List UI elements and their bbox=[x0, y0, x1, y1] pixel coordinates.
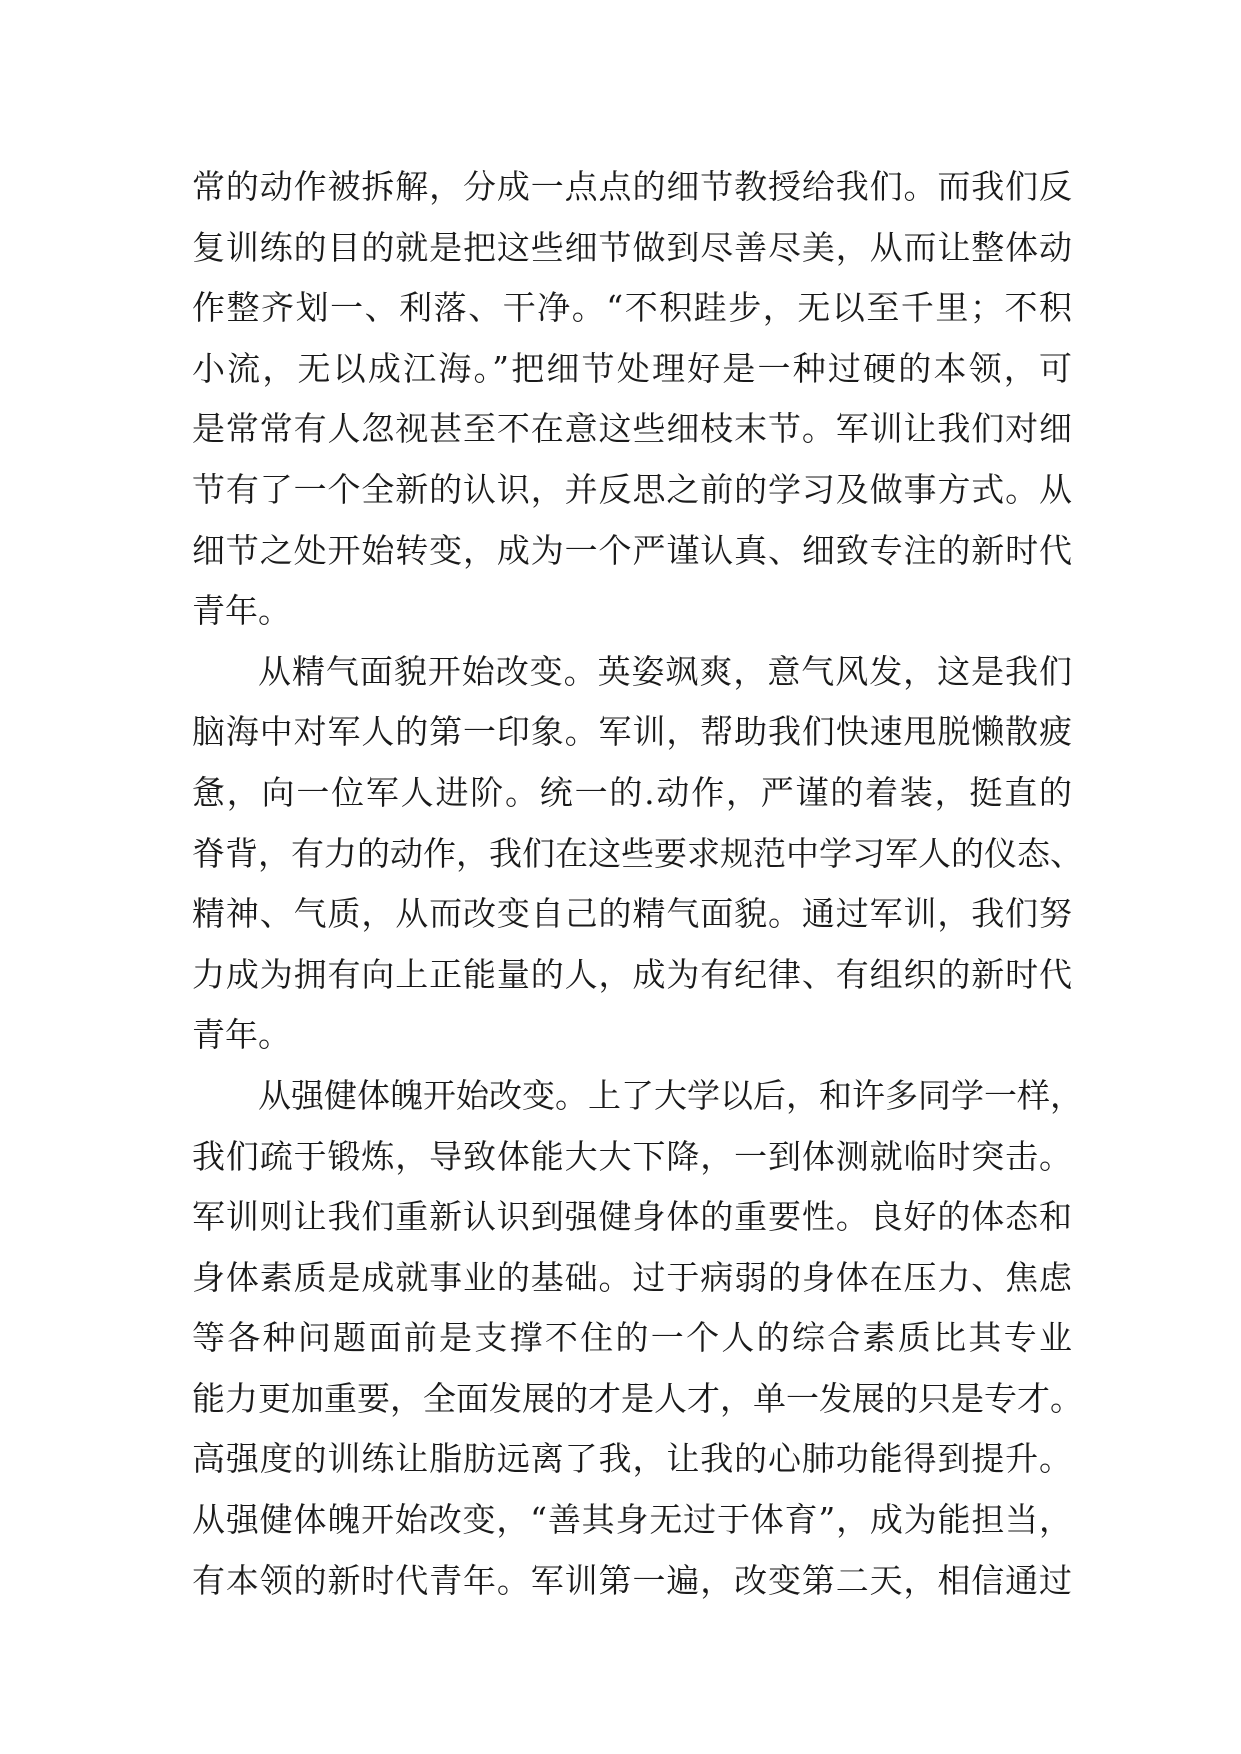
text-line: 惫，向一位军人进阶。统一的.动作，严谨的着装，挺直的 bbox=[192, 772, 1072, 812]
text-line: 青年。 bbox=[192, 591, 291, 631]
text-line: 是常常有人忽视甚至不在意这些细枝末节。军训让我们对细 bbox=[192, 409, 1072, 449]
text-line: 小流，无以成江海。”把细节处理好是一种过硬的本领，可 bbox=[192, 348, 1072, 388]
body-text bbox=[192, 157, 1083, 1611]
text-line: 有本领的新时代青年。军训第一遍，改变第二天，相信通过 bbox=[192, 1560, 1072, 1600]
text-line: 复训练的目的就是把这些细节做到尽善尽美，从而让整体动 bbox=[192, 227, 1072, 267]
text-line: 能力更加重要，全面发展的才是人才，单一发展的只是专才。 bbox=[192, 1378, 1083, 1418]
text-line: 高强度的训练让脂肪远离了我，让我的心肺功能得到提升。 bbox=[192, 1439, 1072, 1479]
paragraph-start-line: 从精气面貌开始改变。英姿飒爽，意气风发，这是我们 bbox=[258, 651, 1072, 691]
text-line: 我们疏于锻炼，导致体能大大下降，一到体测就临时突击。 bbox=[192, 1136, 1072, 1176]
text-line: 力成为拥有向上正能量的人，成为有纪律、有组织的新时代 bbox=[192, 954, 1072, 994]
paragraph-start-line: 从强健体魄开始改变。上了大学以后，和许多同学一样， bbox=[258, 1075, 1083, 1115]
text-line: 细节之处开始转变，成为一个严谨认真、细致专注的新时代 bbox=[192, 530, 1072, 570]
text-line: 常的动作被拆解，分成一点点的细节教授给我们。而我们反 bbox=[192, 167, 1072, 206]
text-line: 脑海中对军人的第一印象。军训，帮助我们快速甩脱懒散疲 bbox=[192, 712, 1072, 752]
text-line: 军训则让我们重新认识到强健身体的重要性。良好的体态和 bbox=[192, 1197, 1072, 1237]
text-line: 作整齐划一、利落、干净。“不积跬步，无以至千里；不积 bbox=[192, 288, 1072, 328]
text-line: 精神、气质，从而改变自己的精气面貌。通过军训，我们努 bbox=[192, 894, 1072, 934]
text-line: 节有了一个全新的认识，并反思之前的学习及做事方式。从 bbox=[192, 469, 1072, 509]
text-line: 从强健体魄开始改变，“善其身无过于体育”，成为能担当， bbox=[192, 1500, 1072, 1540]
text-line: 青年。 bbox=[192, 1015, 291, 1055]
text-line: 等各种问题面前是支撑不住的一个人的综合素质比其专业 bbox=[192, 1318, 1072, 1358]
text-line: 脊背，有力的动作，我们在这些要求规范中学习军人的仪态、 bbox=[192, 833, 1083, 873]
text-line: 身体素质是成就事业的基础。过于病弱的身体在压力、焦虑 bbox=[192, 1257, 1072, 1297]
